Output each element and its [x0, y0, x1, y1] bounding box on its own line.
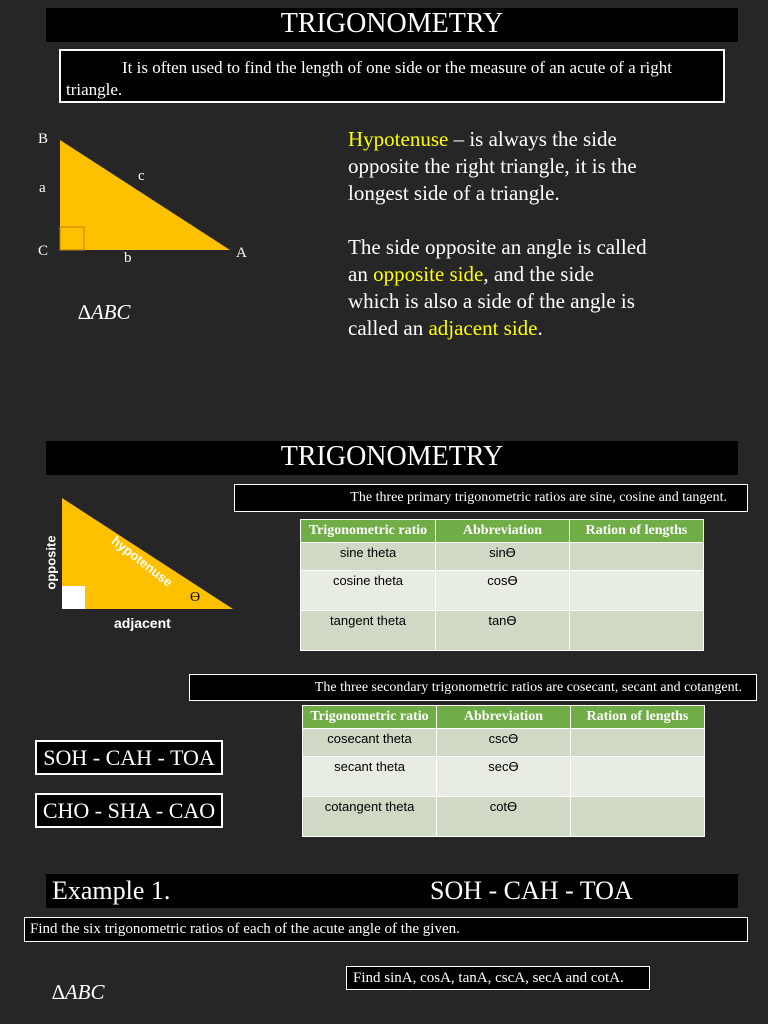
- secondary-caption: The three secondary trigonometric ratios are cosecant, secant and cotangent.: [314, 680, 742, 695]
- ratio-cell: secant theta: [303, 757, 437, 797]
- example-mnemonic: SOH - CAH - TOA: [430, 876, 633, 905]
- mnemonic-soh-cah-toa: [35, 740, 223, 775]
- ratio-cell: tangent theta: [301, 611, 436, 651]
- side-b-label: b: [124, 250, 132, 266]
- example-label: Example 1.: [52, 876, 171, 905]
- lengths-cell: [570, 797, 704, 837]
- header-ratio: Trigonometric ratio: [301, 520, 436, 543]
- abbr-cell: cosӨ: [436, 571, 570, 611]
- intro-box: [59, 49, 725, 103]
- intro-text: It is often used to find the length of one side or the measure of an acute of a right triangle.: [66, 58, 672, 99]
- mnemonic2-text: CHO - SHA - CAO: [42, 798, 216, 823]
- section1-title-bar: [46, 8, 738, 42]
- table-row: [301, 611, 704, 651]
- opposite-term: opposite side: [373, 262, 484, 286]
- abbr-cell: sinӨ: [436, 543, 570, 571]
- abbr-cell: cscӨ: [437, 729, 571, 757]
- header-abbreviation: Abbreviation: [437, 706, 571, 729]
- instruction-box: [24, 917, 748, 942]
- secondary-caption-box: [189, 674, 757, 701]
- section2-title: TRIGONOMETRY: [280, 441, 504, 472]
- lengths-cell: [570, 757, 704, 797]
- table-row: [303, 729, 705, 757]
- mnemonic-cho-sha-cao: [35, 793, 223, 828]
- section1-title: TRIGONOMETRY: [280, 8, 504, 39]
- ratio-cell: cotangent theta: [303, 797, 437, 837]
- instruction-text: Find the six trigonometric ratios of each of the acute angle of the given.: [30, 921, 460, 937]
- primary-caption: The three primary trigonometric ratios are sine, cosine and tangent.: [350, 490, 727, 505]
- ratio-triangle-shape: [62, 498, 233, 609]
- lengths-cell: [569, 543, 703, 571]
- header-lengths: Ration of lengths: [570, 706, 704, 729]
- triangle-name: ∆ABC: [78, 300, 131, 324]
- opposite-label: opposite: [43, 535, 59, 590]
- opposite-pre: The side opposite an angle is called an: [348, 235, 647, 286]
- ratio-cell: sine theta: [301, 543, 436, 571]
- example-triangle-name: ∆ABC: [52, 980, 105, 1004]
- lengths-cell: [570, 729, 704, 757]
- header-lengths: Ration of lengths: [569, 520, 703, 543]
- table-row: [301, 543, 704, 571]
- adjacent-post: .: [537, 316, 543, 340]
- secondary-table-header: [303, 706, 705, 729]
- vertex-A-label: A: [236, 245, 247, 261]
- header-abbreviation: Abbreviation: [436, 520, 570, 543]
- ratio-triangle-figure: [55, 495, 245, 615]
- ratio-cell: cosine theta: [301, 571, 436, 611]
- theta-label: Ө: [190, 590, 201, 605]
- find-box: [346, 966, 650, 990]
- primary-caption-box: [234, 484, 748, 512]
- primary-table-header: [301, 520, 704, 543]
- hypotenuse-term: Hypotenuse: [348, 127, 449, 151]
- find-text: Find sinA, cosA, tanA, cscA, secA and cotA.: [353, 970, 624, 986]
- hypotenuse-definition: – is always the side opposite the right triangle, it is the longest side of a triangle.: [348, 127, 637, 205]
- table-row: [303, 757, 705, 797]
- mnemonic1-text: SOH - CAH - TOA: [43, 745, 215, 770]
- ratio-cell: cosecant theta: [303, 729, 437, 757]
- adjacent-label: adjacent: [114, 615, 171, 631]
- abbr-cell: cotӨ: [437, 797, 571, 837]
- table-row: [301, 571, 704, 611]
- header-ratio: Trigonometric ratio: [303, 706, 437, 729]
- hypotenuse-paragraph: [348, 126, 678, 207]
- hypotenuse-label: hypotenuse: [108, 533, 176, 590]
- triangle-abc-figure: [30, 125, 260, 270]
- secondary-ratio-table: [302, 705, 705, 837]
- abbr-cell: tanӨ: [436, 611, 570, 651]
- side-c-label: c: [138, 168, 145, 184]
- section2-title-bar: [46, 441, 738, 475]
- opposite-mid: , and the side which is also a side of the angle is called an: [348, 262, 635, 340]
- table-row: [303, 797, 705, 837]
- abbr-cell: secӨ: [437, 757, 571, 797]
- lengths-cell: [569, 571, 703, 611]
- side-a-label: a: [39, 180, 46, 196]
- example-bar: [46, 874, 738, 908]
- opposite-adjacent-paragraph: [348, 234, 648, 342]
- vertex-C-label: C: [38, 243, 49, 259]
- adjacent-term: adjacent side: [428, 316, 538, 340]
- vertex-B-label: B: [38, 131, 49, 147]
- primary-ratio-table: [300, 519, 704, 651]
- right-angle-box: [62, 586, 85, 609]
- triangle-abc-shape: [60, 140, 230, 250]
- lengths-cell: [569, 611, 703, 651]
